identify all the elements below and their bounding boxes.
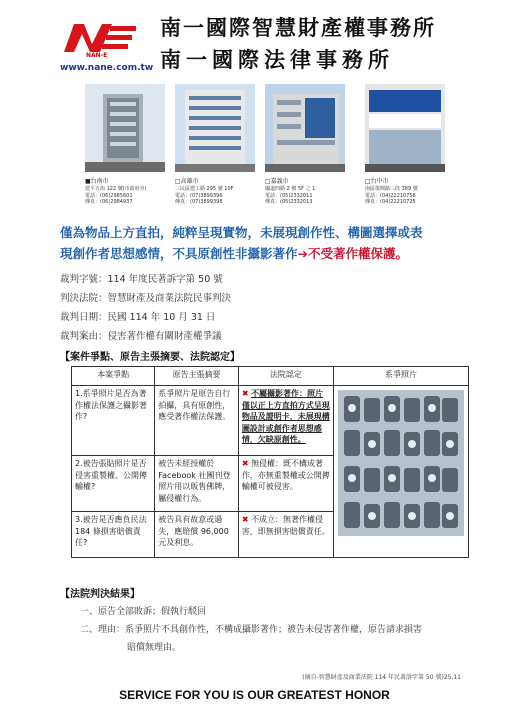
office-taichung: [365, 84, 445, 206]
office-tel: 電話：(04)22210758: [365, 192, 416, 199]
ruling-cell: [238, 386, 333, 456]
office-fax: 傳真：(06)2984937: [85, 199, 133, 205]
cross-icon: ✖: [241, 515, 249, 524]
office-photo: [175, 84, 255, 172]
office-city: ■台南市: [85, 178, 109, 185]
office-photo: [365, 84, 445, 172]
case-number: 裁判字號：114 年度民著訴字第 50 號: [60, 274, 223, 285]
ruling-text: 不屬攝影著作：照片僅以正上方直拍方式呈現物品及證明卡，未展現構圖設計或創作者思想感情，欠缺原創性。: [241, 389, 330, 444]
slogan: SERVICE FOR YOU IS OUR GREATEST HONOR: [119, 688, 390, 702]
ruling-text: 不成立：無著作權侵害，即無損害賠償責任。: [241, 515, 330, 536]
case-table: [71, 366, 469, 558]
claim-cell: 被告未經授權於 Facebook 社團刊登照片用以販售佛牌，屬侵權行為。: [155, 456, 239, 512]
header-photo: 系爭照片: [333, 367, 468, 386]
website-link[interactable]: www.nane.com.tw: [60, 63, 154, 73]
headline-line-1: 僅為物品上方直拍，純粹呈現實物，未展現創作性、構圖選擇或表: [60, 225, 423, 240]
office-photo: [85, 84, 165, 172]
ruling-text: 無侵權：既不構成著作，亦無重製權或公開傳輸權可被侵害。: [241, 459, 330, 491]
judgment-date: 裁判日期：民國 114 年 10 月 31 日: [60, 312, 216, 323]
source-footnote: (摘自-智慧財產及商業法院 114 年民著訴字第 50 號)25.11: [302, 674, 461, 681]
result-line-2: 二、理由：系爭照片不具創作性，不構成攝影著作；被告未侵害著作權，原告請求損害: [80, 625, 423, 635]
office-fax: 傳真：(07)3899398: [175, 199, 223, 205]
issue-cell: 1.系爭照片是否為著作權法保護之攝影著作?: [72, 386, 155, 456]
claim-cell: 系爭照片是原告自行拍攝，具有原創性，應受著作權法保護。: [155, 386, 239, 456]
office-tainan: [85, 84, 165, 206]
table-row: [72, 386, 469, 456]
headline-line-2: [60, 243, 480, 264]
office-tel: 電話：(07)3899396: [175, 192, 223, 199]
office-tel: 電話：(05)2332011: [265, 192, 313, 199]
logo-text: NAN-E: [86, 52, 108, 59]
headline: [60, 222, 480, 264]
table-header-row: [72, 367, 469, 386]
cross-icon: ✖: [241, 389, 249, 398]
office-tel: 電話：(06)2985601: [85, 192, 133, 199]
photo-cell: [333, 386, 468, 558]
issue-cell: 3.被告是否應負民法 184 條損害賠償責任?: [72, 512, 155, 558]
case-cause: 裁判案由：侵害著作權有關財產權爭議: [60, 331, 222, 342]
result-line-3: 賠償無理由。: [127, 643, 182, 653]
firm-name-ip: 南一國際智慧財產權事務所: [160, 15, 436, 40]
cross-icon: ✖: [241, 459, 249, 468]
office-address: 三民區建工路 295 號 10F: [175, 186, 234, 192]
office-kaohsiung: [175, 84, 255, 206]
office-photo: [265, 84, 345, 172]
arrow-icon: ➔: [297, 246, 308, 261]
office-fax: 傳真：(05)2332013: [265, 199, 313, 205]
claim-cell: 被告具有故意或過失，應賠償 96,000 元及利息。: [155, 512, 239, 558]
headline-text: 現創作者思想感情，不具原創性非攝影著作: [60, 246, 298, 261]
header-claim: 原告主張摘要: [155, 367, 239, 386]
result-line-1: 一、原告全部敗訴；假執行駁回: [80, 607, 207, 617]
header-ruling: 法院認定: [238, 367, 333, 386]
section-title-issues: 【案件爭點、原告主張摘要、法院認定】: [60, 352, 240, 363]
office-city: □嘉義市: [265, 178, 289, 185]
evidence-photo: [338, 390, 464, 536]
ruling-cell: [238, 512, 333, 558]
court-name: 判決法院：智慧財產及商業法院民事判決: [60, 293, 232, 304]
office-address: 建平五街 122 號(市政府旁): [85, 186, 147, 192]
headline-conclusion: 不受著作權保護。: [308, 246, 409, 261]
ruling-cell: [238, 456, 333, 512]
office-city: □台中市: [365, 178, 389, 185]
office-chiayi: [265, 84, 345, 206]
office-address: 南區復興路三段 389 號: [365, 186, 418, 192]
issue-cell: 2.被告張貼照片是否侵害重製權、公開傳輸權?: [72, 456, 155, 512]
office-address: 國道四路 2 號 5F 之 1: [265, 186, 316, 192]
office-city: □高雄市: [175, 178, 199, 185]
header-issue: 本案爭點: [72, 367, 155, 386]
office-fax: 傳真：(04)22210725: [365, 199, 416, 205]
section-title-result: 【法院判決結果】: [60, 589, 140, 600]
firm-name-law: 南一國際法律事務所: [160, 47, 394, 72]
